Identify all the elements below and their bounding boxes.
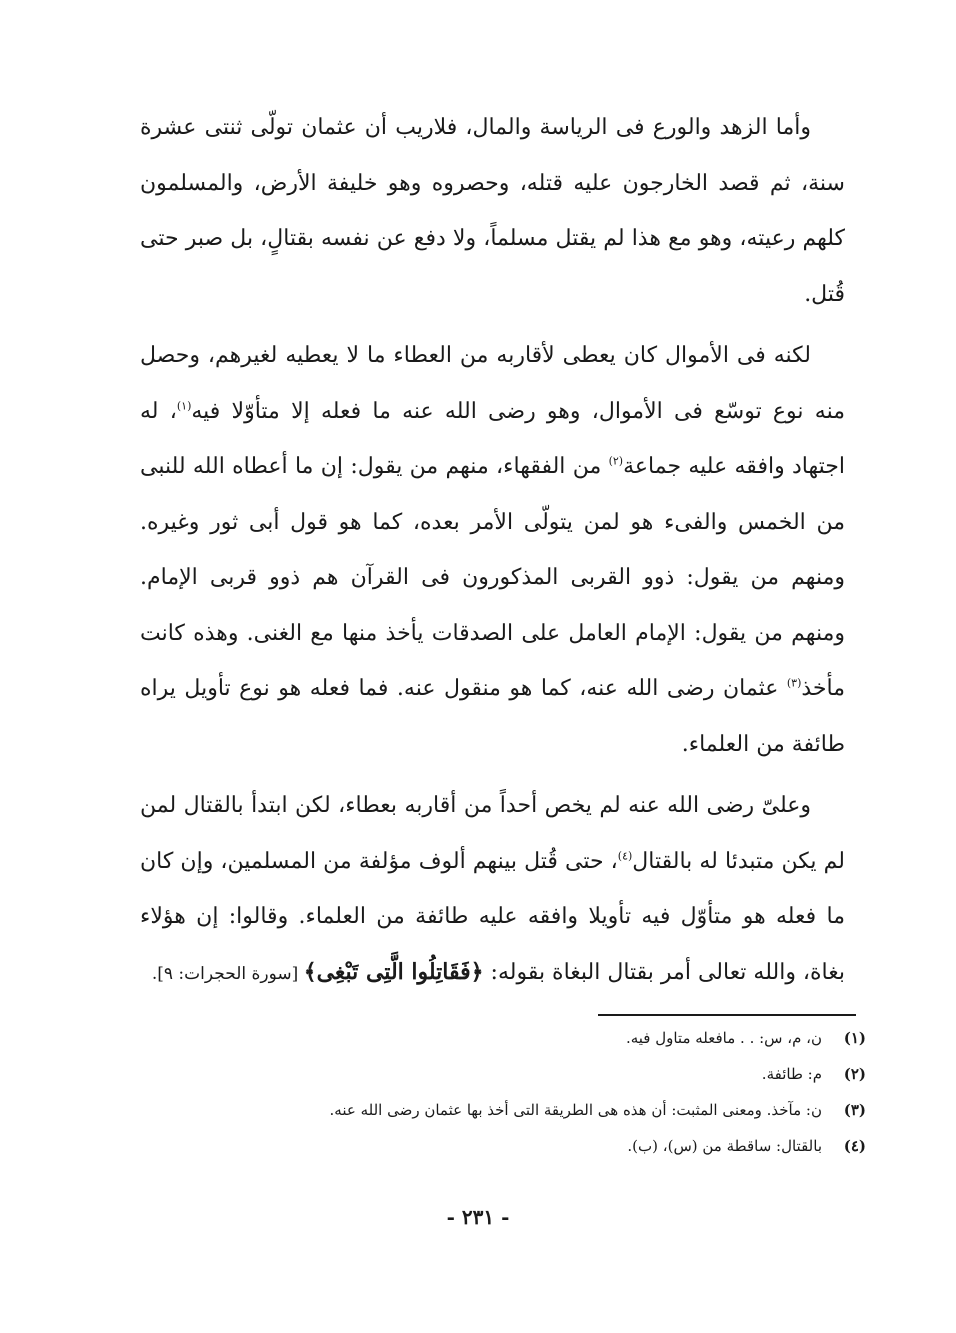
footnote-ref-3[interactable]: (٣) (786, 676, 802, 690)
footnote-ref-2[interactable]: (٢) (608, 454, 624, 468)
main-text (140, 100, 845, 1002)
footnote-divider (598, 1014, 856, 1016)
footnote-text: م: طائفة. (761, 1065, 822, 1083)
paragraph-1 (140, 100, 845, 322)
paragraph-2-text-a: لكنه فى الأموال كان يعطى لأقاربه من العطاء ما لا يعطيه لغيرهم، وحصل منه نوع توسّع فى الأموال، وهو رضى الله عنه ما فعله إلا متأوّلا فيه (140, 343, 846, 424)
surah-reference: [سورة الحجرات: ٩]. (151, 963, 304, 984)
paragraph-3-text-b: ، حتى قُتل بينهم ألوف مؤلفة من المسلمين، وإن كان ما فعله هو متأوّل فيه تأويلا وافقه عليه طائفة من العلماء. وقالوا: إن هؤلاء بغاة، والله تعالى أمر بقتال البغاة بقوله: (140, 848, 845, 985)
paragraph-2-text-b: ، له اجتهاد وافقه عليه جماعة (140, 398, 845, 479)
footnote-number: (٤) (843, 1137, 866, 1155)
footnote-number: (٢) (843, 1065, 866, 1083)
footnotes (166, 1020, 866, 1164)
footnote-text: بالقتال: ساقطة من (س)، (ب). (627, 1137, 822, 1155)
footnote-ref-4[interactable]: (٤) (617, 849, 633, 863)
paragraph-2 (140, 328, 845, 772)
paragraph-2-text-c: من الفقهاء، منهم من يقول: إن ما أعطاه الله للنبى من الخمس والفىء هو لمن يتولّى الأمر بعده، كما هو قول أبى ثور وغيره. ومنهم من يقول: ذوو القربى المذكورون فى القرآن هم ذوو قربى الإمام. ومنهم من يقول: الإمام العامل على الصدقات يأخذ منها مع الغنى. وهذه كانت مأخذ (140, 454, 845, 701)
page-number: - ٢٣١ - (446, 1205, 510, 1229)
paragraph-3 (140, 778, 845, 1002)
quran-verse: ﴿فَقَاتِلُوا الَّتِى تَبْغِى﴾ (303, 958, 484, 985)
footnote-4 (166, 1128, 866, 1164)
paragraph-1-text: وأما الزهد والورع فى الرياسة والمال، فلاريب أن عثمان تولّى ثنتى عشرة سنة، ثم قصد الخارجون عليه قتله، وحصروه وهو خليفة الأرض، والمسلمون كلهم رعيته، وهو مع هذا لم يقتل مسلماً، ولا دفع عن نفسه بقتالٍ، بل صبر حتى قُتل. (140, 115, 845, 307)
footnote-text: ن: مآخذ. ومعنى المثبت: أن هذه هى الطريقة التى أخذ بها عثمان رضى الله عنه. (329, 1101, 822, 1119)
footnote-1 (166, 1020, 866, 1056)
footnote-3 (166, 1092, 866, 1128)
footnote-number: (١) (843, 1029, 866, 1047)
paragraph-3-text-a: وعلىّ رضى الله عنه لم يخص أحداً من أقاربه بعطاء، لكن ابتدأ بالقتال لمن لم يكن متبدئا له بالقتال (140, 793, 845, 874)
footnote-text: ن، م، س: . . مافعله متاول فيه. (625, 1029, 822, 1047)
footnote-2 (166, 1056, 866, 1092)
footnote-number: (٣) (843, 1101, 866, 1119)
footnote-ref-1[interactable]: (١) (176, 399, 192, 413)
paragraph-2-text-d: عثمان رضى الله عنه، كما هو منقول عنه. فما فعله هو نوع تأويل يراه طائفة من العلماء. (140, 676, 845, 757)
